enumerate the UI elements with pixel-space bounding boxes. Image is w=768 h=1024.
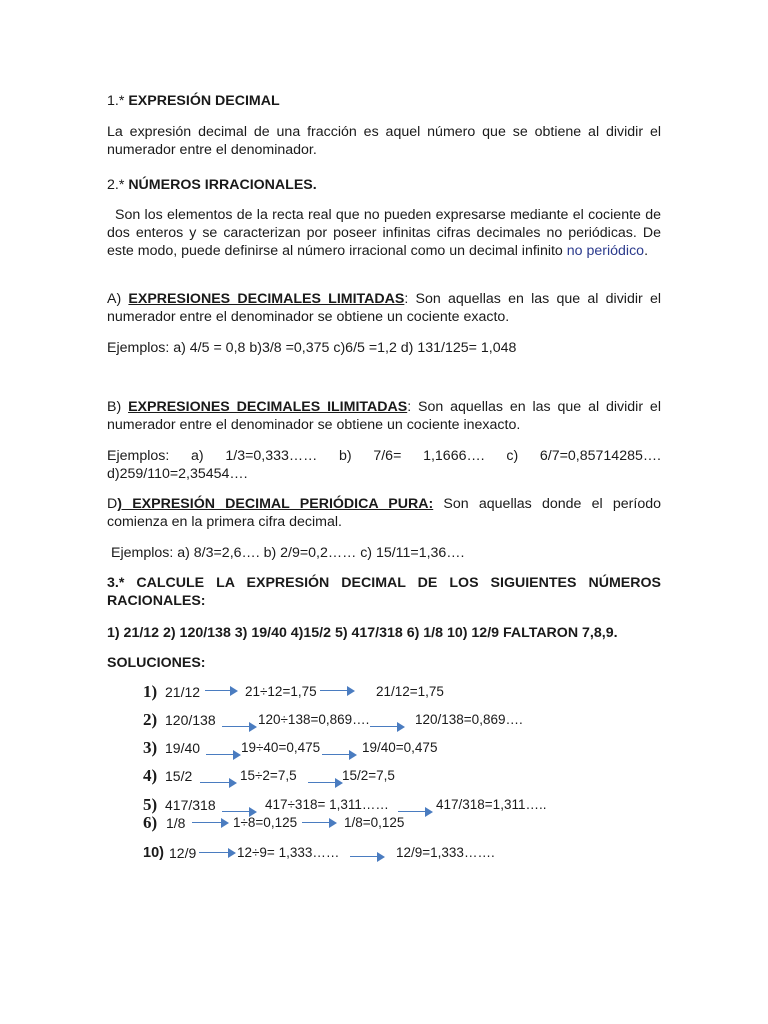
section-b-text: [107, 398, 661, 434]
section-a-text: [107, 290, 661, 326]
section-1-number: 1.*: [107, 93, 125, 109]
section-d-text: [107, 495, 661, 531]
section-2-text: [107, 206, 661, 260]
arrow-icon: [370, 722, 404, 732]
solution-division: 12÷9= 1,333……: [237, 845, 340, 860]
solution-fraction: 417/318: [165, 797, 216, 813]
section-a-label: A): [107, 291, 122, 307]
solution-row-10: [0, 845, 768, 867]
arrow-icon: [199, 848, 235, 858]
arrow-icon: [350, 852, 384, 862]
arrow-icon: [322, 750, 356, 760]
solution-number: 4): [143, 766, 158, 785]
section-d-title: ) EXPRESIÓN DECIMAL PERIÓDICA PURA:: [117, 496, 434, 512]
solution-fraction: 19/40: [165, 740, 201, 756]
solution-row-4: [0, 768, 768, 790]
arrow-icon: [222, 722, 256, 732]
section-a-examples: Ejemplos: a) 4/5 = 0,8 b)3/8 =0,375 c)6/5 =1,2 d) 131/125= 1,048: [107, 340, 517, 356]
section-a-title: EXPRESIONES DECIMALES LIMITADAS: [128, 291, 405, 307]
solution-fraction: 1/8: [166, 815, 186, 831]
solution-row-2: [0, 712, 768, 734]
arrow-icon: [320, 686, 354, 696]
solution-division: 417÷318= 1,311……: [265, 797, 389, 812]
solution-row-1: [0, 684, 768, 706]
section-b-examples-line-2: d)259/110=2,35454….: [107, 466, 248, 482]
solution-division: 15÷2=7,5: [240, 768, 297, 783]
section-1-heading: [107, 92, 661, 110]
arrow-icon: [205, 686, 237, 696]
solution-number: 3): [143, 738, 158, 757]
section-b-body: : Son aquellas en las que al dividir el numerador entre el denominador se obtiene un cociente inexacto.: [107, 399, 661, 433]
solution-result: 1/8=0,125: [344, 815, 405, 830]
solution-fraction: 12/9: [169, 845, 197, 861]
section-1-text: La expresión decimal de una fracción es aquel número que se obtiene al dividir el numerador entre el denominador.: [107, 124, 661, 158]
solution-result: 15/2=7,5: [342, 768, 395, 783]
section-2-text-end: .: [644, 243, 649, 259]
section-d-body: Son aquellas donde el período comienza en la primera cifra decimal.: [107, 496, 661, 530]
arrow-icon: [200, 778, 236, 788]
arrow-icon: [206, 750, 240, 760]
solution-division: 120÷138=0,869….: [258, 712, 370, 727]
solution-row-3: [0, 740, 768, 762]
solution-division: 21÷12=1,75: [245, 684, 317, 699]
arrow-icon: [192, 818, 228, 828]
solution-fraction: 21/12: [165, 684, 201, 700]
solution-number: 1): [143, 682, 158, 701]
section-b-examples-line-1: Ejemplos: a) 1/3=0,333…… b) 7/6= 1,1666…. c) 6/7=0,85714285….: [107, 448, 661, 464]
section-3-title: 3.* CALCULE LA EXPRESIÓN DECIMAL DE LOS SIGUIENTES NÚMEROS RACIONALES:: [107, 575, 661, 609]
solution-row-6: [0, 815, 768, 837]
arrow-icon: [302, 818, 336, 828]
solution-result: 12/9=1,333…….: [396, 845, 495, 860]
solution-number: 6): [143, 813, 158, 832]
section-b-title: EXPRESIONES DECIMALES ILIMITADAS: [128, 399, 408, 415]
section-2-heading: [107, 176, 661, 194]
solution-fraction: 120/138: [165, 712, 216, 728]
section-2-link: no periódico: [566, 243, 645, 259]
section-2-title: NÚMEROS IRRACIONALES.: [128, 177, 317, 193]
solution-number: 2): [143, 710, 158, 729]
solution-division: 1÷8=0,125: [233, 815, 298, 830]
section-2-text-main: Son los elementos de la recta real que no pueden expresarse mediante el cociente de dos enteros y se caracterizan por poseer infinitas cifras decimales no periódicas. De este modo, puede definirse al número irracional como un decimal infinito: [107, 207, 661, 259]
solutions-title: SOLUCIONES:: [107, 655, 206, 671]
solution-result: 417/318=1,311…..: [436, 797, 547, 812]
solution-number: 10): [143, 845, 164, 861]
solution-number: 5): [143, 795, 158, 814]
section-a-body: : Son aquellas en las que al dividir el numerador entre el denominador se obtiene un cociente exacto.: [107, 291, 661, 325]
solution-result: 120/138=0,869….: [415, 712, 523, 727]
solution-result: 21/12=1,75: [376, 684, 444, 699]
arrow-icon: [308, 778, 342, 788]
section-b-label: B): [107, 399, 122, 415]
section-1-title: EXPRESIÓN DECIMAL: [128, 93, 280, 109]
section-d-examples: Ejemplos: a) 8/3=2,6…. b) 2/9=0,2…… c) 15/11=1,36….: [111, 545, 465, 561]
section-2-number: 2.*: [107, 177, 125, 193]
solution-fraction: 15/2: [165, 768, 193, 784]
section-3-list: 1) 21/12 2) 120/138 3) 19/40 4)15/2 5) 417/318 6) 1/8 10) 12/9 FALTARON 7,8,9.: [107, 625, 618, 641]
solution-result: 19/40=0,475: [362, 740, 438, 755]
solution-division: 19÷40=0,475: [241, 740, 321, 755]
section-d-label: D: [107, 496, 118, 512]
